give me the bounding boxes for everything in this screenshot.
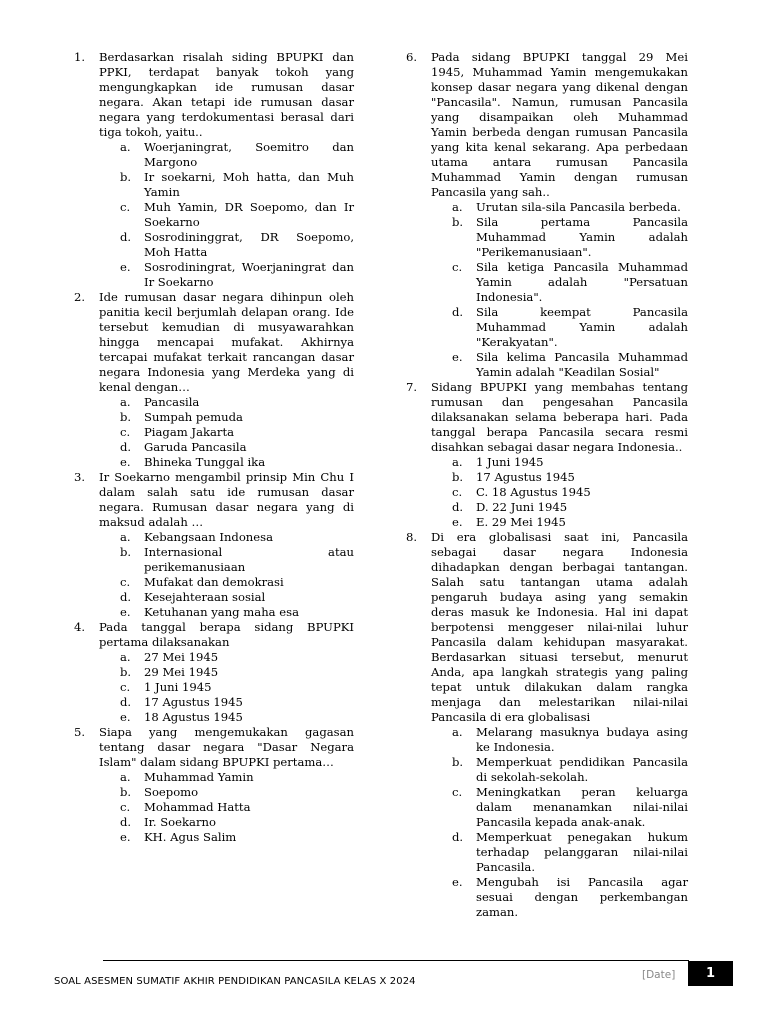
answer-option-e <box>452 350 688 380</box>
question-text-line: maksud adalah … <box>99 515 204 529</box>
option-text-line: E. 29 Mei 1945 <box>476 515 566 529</box>
option-text-line: Sila keempat Pancasila <box>476 305 688 319</box>
left-column <box>74 50 354 845</box>
answer-option-c <box>120 680 354 695</box>
question-text-line: negara yang terdokumentasi berasal dari <box>99 110 354 124</box>
option-letter: a. <box>452 455 463 469</box>
option-text-line: 1 Juni 1945 <box>476 455 544 469</box>
option-text <box>476 755 688 785</box>
option-text-line: 17 Agustus 1945 <box>476 470 575 484</box>
option-text-line: Yamin adalah "Keadilan Sosial" <box>476 365 660 379</box>
question-text-line: "Pancasila". Namun, rumusan Pancasila <box>431 95 688 109</box>
option-letter: d. <box>452 830 464 844</box>
answer-option-d <box>120 815 354 830</box>
option-text <box>144 650 354 665</box>
option-text <box>476 725 688 755</box>
option-text <box>144 425 354 440</box>
option-text-line: sesuai dengan perkembangan <box>476 890 688 904</box>
question-text-line: pengaruh budaya asing yang semakin <box>431 590 688 604</box>
option-letter: c. <box>120 575 131 589</box>
question-2 <box>74 290 354 470</box>
question-text-line: Di era globalisasi saat ini, Pancasila <box>431 530 688 544</box>
answer-option-a <box>120 140 354 170</box>
option-text <box>144 230 354 260</box>
option-text-line: Ir. Soekarno <box>144 815 216 829</box>
question-text-line: Sidang BPUPKI yang membahas tentang <box>431 380 688 394</box>
option-text-line: Melarang masuknya budaya asing <box>476 725 688 739</box>
question-text-line: berpotensi menggeser nilai-nilai luhur <box>431 620 688 634</box>
answer-option-b <box>120 665 354 680</box>
option-text-line: Internasional atau <box>144 545 354 559</box>
question-text-line: negara Indonesia yang Merdeka yang di <box>99 365 354 379</box>
answer-option-b <box>120 410 354 425</box>
option-text-line: Sila ketiga Pancasila Muhammad <box>476 260 688 274</box>
option-text-line: zaman. <box>476 905 519 919</box>
answer-option-e <box>452 875 688 920</box>
question-number: 3. <box>74 470 86 484</box>
option-text <box>144 530 354 545</box>
option-letter: a. <box>120 140 131 154</box>
option-letter: a. <box>120 770 131 784</box>
question-text-line: rumusan dan pengesahan Pancasila <box>431 395 688 409</box>
option-text <box>476 215 688 260</box>
question-text <box>99 620 354 650</box>
option-letter: b. <box>120 170 132 184</box>
option-text <box>476 350 688 380</box>
question-text-line: mengungkapkan ide rumusan dasar <box>99 80 354 94</box>
answer-option-c <box>120 800 354 815</box>
option-text-line: C. 18 Agustus 1945 <box>476 485 591 499</box>
answer-option-e <box>120 605 354 620</box>
question-5 <box>74 725 354 845</box>
option-text-line: Ir Soekarno <box>144 275 214 289</box>
question-text-line: Pancasila di era globalisasi <box>431 710 591 724</box>
question-text-line: panitia kecil berjumlah delapan orang. Ide <box>99 305 354 319</box>
question-text-line: kenal dengan… <box>99 380 190 394</box>
option-text-line: Sumpah pemuda <box>144 410 243 424</box>
question-number: 2. <box>74 290 86 304</box>
option-text-line: 18 Agustus 1945 <box>144 710 243 724</box>
option-text-line: Pancasila. <box>476 860 536 874</box>
answer-options <box>99 395 354 470</box>
answer-option-a <box>452 200 688 215</box>
option-letter: c. <box>120 200 131 214</box>
option-text-line: perikemanusiaan <box>144 560 246 574</box>
option-text <box>144 575 354 590</box>
answer-option-b <box>452 215 688 260</box>
option-letter: e. <box>452 875 463 889</box>
option-text-line: Mengubah isi Pancasila agar <box>476 875 688 889</box>
option-letter: a. <box>120 395 131 409</box>
option-text <box>144 680 354 695</box>
option-letter: b. <box>120 410 132 424</box>
option-text-line: di sekolah-sekolah. <box>476 770 589 784</box>
option-text <box>144 260 354 290</box>
option-text-line: Yamin adalah "Persatuan <box>476 275 688 289</box>
question-text-line: yang kita kenal sekarang. Apa perbedaan <box>431 140 688 154</box>
question-text-line: dilaksanakan selama beberapa hari. Pada <box>431 410 688 424</box>
footer-title: SOAL ASESMEN SUMATIF AKHIR PENDIDIKAN PANCASILA KELAS X 2024 <box>54 976 416 987</box>
question-text-line: tiga tokoh, yaitu.. <box>99 125 203 139</box>
option-text-line: Sila pertama Pancasila <box>476 215 688 229</box>
option-text-line: Kesejahteraan sosial <box>144 590 266 604</box>
question-text-line: negara. Akan tetapi ide rumusan dasar <box>99 95 354 109</box>
answer-option-c <box>120 425 354 440</box>
option-letter: a. <box>452 725 463 739</box>
option-letter: d. <box>452 500 464 514</box>
option-text <box>476 830 688 875</box>
option-text <box>476 485 688 500</box>
answer-option-c <box>452 785 688 830</box>
question-1 <box>74 50 354 290</box>
answer-option-c <box>452 260 688 305</box>
option-letter: d. <box>120 695 132 709</box>
answer-option-b <box>452 755 688 785</box>
answer-option-b <box>120 785 354 800</box>
question-text-line: Berdasarkan situasi tersebut, menurut <box>431 650 688 664</box>
answer-options <box>431 200 688 380</box>
option-text <box>476 515 688 530</box>
question-text-line: Muhammad Yamin dengan rumusan <box>431 170 688 184</box>
answer-option-b <box>452 470 688 485</box>
question-text-line: Anda, apa langkah strategis yang paling <box>431 665 688 679</box>
question-text-line: 1945, Muhammad Yamin mengemukakan <box>431 65 688 79</box>
option-text-line: Meningkatkan peran keluarga <box>476 785 688 799</box>
answer-option-d <box>452 830 688 875</box>
question-text-line: deras masuk ke Indonesia. Hal ini dapat <box>431 605 688 619</box>
option-text <box>144 710 354 725</box>
question-text-line: disahkan sebagai dasar negara Indonesia.. <box>431 440 683 454</box>
option-letter: e. <box>120 830 131 844</box>
option-text-line: 29 Mei 1945 <box>144 665 219 679</box>
option-letter: c. <box>452 485 463 499</box>
footer-date: [Date] <box>642 969 676 981</box>
option-letter: d. <box>120 590 132 604</box>
option-letter: b. <box>452 215 464 229</box>
question-number: 5. <box>74 725 86 739</box>
option-text-line: 27 Mei 1945 <box>144 650 219 664</box>
option-text-line: D. 22 Juni 1945 <box>476 500 568 514</box>
option-letter: a. <box>120 650 131 664</box>
question-8 <box>406 530 688 920</box>
question-text-line: dalam salah satu ide rumusan dasar <box>99 485 354 499</box>
option-text-line: Yamin <box>144 185 180 199</box>
option-text-line: Bhineka Tunggal ika <box>144 455 266 469</box>
option-letter: b. <box>452 470 464 484</box>
option-text-line: Mohammad Hatta <box>144 800 251 814</box>
answer-option-c <box>120 200 354 230</box>
option-letter: e. <box>452 350 463 364</box>
option-text-line: Sosrodininggrat, DR Soepomo, <box>144 230 354 244</box>
question-text-line: dihadapkan dengan berbagai tantangan. <box>431 560 688 574</box>
question-number: 4. <box>74 620 86 634</box>
question-text-line: Siapa yang mengemukakan gagasan <box>99 725 354 739</box>
question-text <box>431 50 688 200</box>
option-text-line: Piagam Jakarta <box>144 425 235 439</box>
option-letter: a. <box>452 200 463 214</box>
question-text-line: tersebut kemudian di musyawarahkan <box>99 320 354 334</box>
option-letter: e. <box>452 515 463 529</box>
question-text-line: sebagai dasar negara Indonesia <box>431 545 688 559</box>
question-text-line: Salah satu tantangan utama adalah <box>431 575 688 589</box>
option-text-line: 17 Agustus 1945 <box>144 695 243 709</box>
answer-option-e <box>120 260 354 290</box>
option-letter: d. <box>120 815 132 829</box>
question-4 <box>74 620 354 725</box>
option-letter: c. <box>120 425 131 439</box>
option-letter: e. <box>120 605 131 619</box>
answer-options <box>431 725 688 920</box>
answer-option-d <box>120 230 354 260</box>
option-letter: b. <box>120 665 132 679</box>
question-text-line: yang disampaikan oleh Muhammad <box>431 110 688 124</box>
question-3 <box>74 470 354 620</box>
option-letter: a. <box>120 530 131 544</box>
option-text <box>144 815 354 830</box>
option-text <box>144 140 354 170</box>
answer-option-a <box>452 725 688 755</box>
option-letter: b. <box>452 755 464 769</box>
question-text <box>99 290 354 395</box>
question-text-line: utama antara rumusan Pancasila <box>431 155 688 169</box>
answer-options <box>99 140 354 290</box>
answer-option-b <box>120 545 354 575</box>
option-text <box>144 170 354 200</box>
answer-option-b <box>120 170 354 200</box>
option-letter: d. <box>120 440 132 454</box>
answer-option-d <box>120 590 354 605</box>
question-number: 8. <box>406 530 418 544</box>
question-text-line: Islam" dalam sidang BPUPKI pertama… <box>99 755 334 769</box>
option-letter: e. <box>120 455 131 469</box>
option-text <box>144 785 354 800</box>
option-text <box>476 785 688 830</box>
question-text-line: Berdasarkan risalah siding BPUPKI dan <box>99 50 354 64</box>
answer-option-d <box>452 500 688 515</box>
option-text <box>476 500 688 515</box>
question-6 <box>406 50 688 380</box>
answer-options <box>99 530 354 620</box>
option-text <box>144 455 354 470</box>
option-text-line: Indonesia". <box>476 290 543 304</box>
option-text-line: Muhammad Yamin adalah <box>476 230 688 244</box>
option-text-line: Ketuhanan yang maha esa <box>144 605 299 619</box>
option-text-line: "Kerakyatan". <box>476 335 558 349</box>
option-text-line: Kebangsaan Indonesa <box>144 530 273 544</box>
option-text-line: ke Indonesia. <box>476 740 555 754</box>
option-letter: b. <box>120 785 132 799</box>
option-letter: b. <box>120 545 132 559</box>
question-7 <box>406 380 688 530</box>
option-text-line: Sosrodiningrat, Woerjaningrat dan <box>144 260 354 274</box>
question-text-line: tercapai mufakat terkait rancangan dasar <box>99 350 354 364</box>
answer-option-a <box>120 530 354 545</box>
option-text-line: Moh Hatta <box>144 245 208 259</box>
option-text-line: dalam menanamkan nilai-nilai <box>476 800 688 814</box>
option-text-line: Pancasila kepada anak-anak. <box>476 815 646 829</box>
question-text <box>99 50 354 140</box>
option-letter: d. <box>120 230 132 244</box>
option-text <box>144 695 354 710</box>
option-text <box>144 605 354 620</box>
answer-option-d <box>452 305 688 350</box>
question-text-line: Ide rumusan dasar negara dihinpun oleh <box>99 290 354 304</box>
option-text-line: terhadap pelanggaran nilai-nilai <box>476 845 688 859</box>
answer-option-d <box>120 440 354 455</box>
option-text-line: Muhammad Yamin <box>144 770 254 784</box>
option-text <box>144 410 354 425</box>
option-text <box>476 305 688 350</box>
answer-options <box>431 455 688 530</box>
option-text-line: Margono <box>144 155 198 169</box>
question-text-line: negara. Rumusan dasar negara yang di <box>99 500 354 514</box>
question-number: 1. <box>74 50 86 64</box>
question-number: 7. <box>406 380 418 394</box>
question-text-line: Pancasila yang sah.. <box>431 185 550 199</box>
answer-option-a <box>120 650 354 665</box>
answer-option-a <box>120 770 354 785</box>
option-text-line: Soepomo <box>144 785 199 799</box>
option-text-line: Sila kelima Pancasila Muhammad <box>476 350 688 364</box>
option-text <box>144 590 354 605</box>
option-text-line: Soekarno <box>144 215 200 229</box>
question-text <box>431 380 688 455</box>
question-text-line: tanggal berapa Pancasila secara resmi <box>431 425 688 439</box>
question-text <box>431 530 688 725</box>
answer-option-e <box>120 830 354 845</box>
option-text-line: Muhammad Yamin adalah <box>476 320 688 334</box>
question-text-line: PPKI, terdapat banyak tokoh yang <box>99 65 354 79</box>
option-text-line: Memperkuat pendidikan Pancasila <box>476 755 688 769</box>
option-letter: c. <box>120 800 131 814</box>
question-text-line: Ir Soekarno mengambil prinsip Min Chu I <box>99 470 354 484</box>
question-text-line: Pancasila dalam kehidupan masyarakat. <box>431 635 688 649</box>
option-text <box>144 800 354 815</box>
option-text-line: Memperkuat penegakan hukum <box>476 830 688 844</box>
option-text-line: Ir soekarni, Moh hatta, dan Muh <box>144 170 354 184</box>
option-letter: d. <box>452 305 464 319</box>
question-text-line: Pada sidang BPUPKI tanggal 29 Mei <box>431 50 688 64</box>
answer-option-e <box>120 710 354 725</box>
option-text <box>476 455 688 470</box>
answer-option-a <box>452 455 688 470</box>
option-text <box>476 470 688 485</box>
question-text-line: tepat untuk dilakukan dalam rangka <box>431 680 688 694</box>
question-number: 6. <box>406 50 418 64</box>
question-text <box>99 725 354 770</box>
question-text-line: hingga mencapai mufakat. Akhirnya <box>99 335 354 349</box>
question-text-line: menjaga dan melestarikan nilai-nilai <box>431 695 688 709</box>
footer-rule <box>103 960 689 961</box>
option-text <box>144 200 354 230</box>
option-text <box>476 875 688 920</box>
answer-option-a <box>120 395 354 410</box>
option-text-line: Woerjaningrat, Soemitro dan <box>144 140 354 154</box>
option-letter: e. <box>120 260 131 274</box>
answer-option-d <box>120 695 354 710</box>
question-text-line: Pada tanggal berapa sidang BPUPKI <box>99 620 354 634</box>
answer-option-e <box>120 455 354 470</box>
option-text <box>144 770 354 785</box>
answer-options <box>99 650 354 725</box>
question-text-line: Yamin berbeda dengan rumusan Pancasila <box>431 125 688 139</box>
option-text <box>144 545 354 575</box>
option-text <box>476 200 688 215</box>
right-column <box>406 50 688 920</box>
option-text-line: Urutan sila-sila Pancasila berbeda. <box>476 200 681 214</box>
option-text-line: Garuda Pancasila <box>144 440 247 454</box>
question-text-line: pertama dilaksanakan <box>99 635 230 649</box>
question-text-line: tentang dasar negara "Dasar Negara <box>99 740 354 754</box>
option-text-line: Muh Yamin, DR Soepomo, dan Ir <box>144 200 354 214</box>
option-text <box>144 830 354 845</box>
answer-options <box>99 770 354 845</box>
option-text <box>144 440 354 455</box>
option-text-line: Pancasila <box>144 395 200 409</box>
option-text <box>144 395 354 410</box>
option-letter: c. <box>120 680 131 694</box>
answer-option-c <box>452 485 688 500</box>
option-text-line: "Perikemanusiaan". <box>476 245 592 259</box>
option-letter: c. <box>452 785 463 799</box>
option-text-line: KH. Agus Salim <box>144 830 237 844</box>
option-text-line: Mufakat dan demokrasi <box>144 575 284 589</box>
option-letter: e. <box>120 710 131 724</box>
question-text-line: konsep dasar negara yang dikenal dengan <box>431 80 688 94</box>
option-text-line: 1 Juni 1945 <box>144 680 212 694</box>
option-text <box>476 260 688 305</box>
option-text <box>144 665 354 680</box>
answer-option-e <box>452 515 688 530</box>
page-number: 1 <box>688 961 733 986</box>
answer-option-c <box>120 575 354 590</box>
question-text <box>99 470 354 530</box>
option-letter: c. <box>452 260 463 274</box>
